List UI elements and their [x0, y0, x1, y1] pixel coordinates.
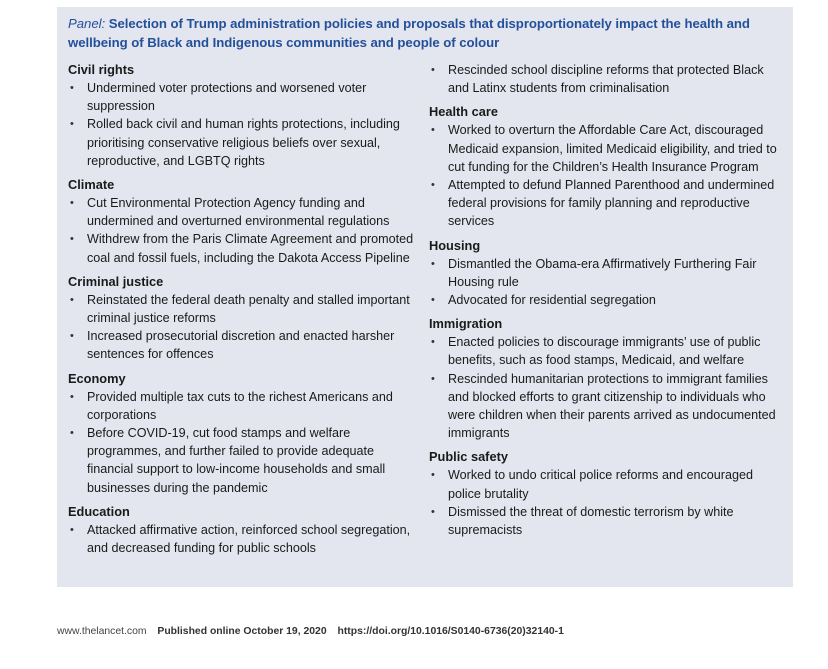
list-item-text: Undermined voter protections and worsened voter suppression: [87, 81, 367, 114]
panel-title-text: Selection of Trump administration policies and proposals that disproportionately impact the health and wellbeing of Black and Indigenous communities and people of colour: [68, 16, 750, 50]
right-column: [429, 61, 781, 563]
bullet-icon: •: [431, 124, 435, 137]
bullet-list: [429, 333, 781, 442]
bullet-list: [68, 388, 416, 497]
panel-title: [68, 14, 781, 52]
list-item: [429, 466, 781, 502]
list-item-text: Before COVID-19, cut food stamps and welfare programmes, and further failed to provide adequate financial support to low-income households and small businesses during the pandemic: [87, 426, 386, 495]
list-item-text: Worked to overturn the Affordable Care Act, discouraged Medicaid expansion, limited Medicaid eligibility, and tried to cut funding for the Children’s Health Insurance Program: [448, 123, 777, 174]
page-footer: [57, 626, 564, 637]
list-item-text: Rescinded humanitarian protections to immigrant families and blocked efforts to grant citizenship to individuals who were children when their parents arrived as undocumented immigrants: [448, 371, 776, 441]
list-item: [68, 115, 416, 170]
list-item: [68, 230, 416, 266]
bullet-icon: •: [431, 372, 435, 385]
bullet-list: [68, 291, 416, 364]
list-item: [68, 194, 416, 230]
list-item: [68, 291, 416, 327]
section-heading: Health care: [429, 104, 498, 120]
list-item: [68, 424, 416, 497]
list-item-text: Provided multiple tax cuts to the richest Americans and corporations: [87, 389, 393, 422]
bullet-icon: •: [70, 118, 74, 131]
list-item: [429, 333, 781, 369]
list-item-text: Worked to undo critical police reforms and encouraged police brutality: [448, 468, 753, 501]
list-item-text: Attacked affirmative action, reinforced school segregation, and decreased funding for public schools: [87, 522, 411, 556]
section-heading: Economy: [68, 370, 126, 386]
bullet-icon: •: [70, 197, 74, 210]
section-heading: Housing: [429, 237, 481, 253]
list-item: [68, 327, 416, 363]
footer-site: www.thelancet.com: [57, 626, 147, 637]
bullet-list: [68, 521, 416, 557]
section-education-continued: [429, 61, 781, 97]
list-item: [68, 521, 416, 557]
bullet-icon: •: [70, 233, 74, 246]
policy-panel: [57, 7, 793, 587]
section-health-care: [429, 103, 781, 230]
bullet-icon: •: [431, 64, 435, 76]
section-heading: Climate: [68, 177, 115, 193]
bullet-icon: •: [431, 179, 435, 192]
bullet-list: [429, 121, 781, 230]
bullet-icon: •: [431, 257, 435, 270]
list-item-text: Rescinded school discipline reforms that protected Black and Latinx students from criminalisation: [448, 63, 764, 96]
section-immigration: [429, 315, 781, 442]
section-economy: [68, 370, 416, 497]
list-item: [429, 291, 781, 309]
bullet-list: [429, 255, 781, 310]
bullet-icon: •: [70, 330, 74, 343]
bullet-icon: •: [431, 505, 435, 518]
list-item-text: Withdrew from the Paris Climate Agreement and promoted coal and fossil fuels, including the Dakota Access Pipeline: [87, 232, 414, 265]
section-criminal-justice: [68, 273, 416, 364]
panel-label: Panel:: [68, 16, 106, 31]
bullet-icon: •: [431, 469, 435, 482]
section-education: [68, 503, 416, 557]
bullet-list: [429, 61, 781, 97]
list-item: [68, 388, 416, 424]
section-public-safety: [429, 448, 781, 539]
bullet-icon: •: [431, 336, 435, 349]
left-column: [68, 61, 416, 563]
list-item-text: Dismissed the threat of domestic terrorism by white supremacists: [448, 504, 734, 538]
list-item: [429, 176, 781, 231]
section-heading: Criminal justice: [68, 273, 164, 289]
list-item-text: Dismantled the Obama-era Affirmatively Furthering Fair Housing rule: [448, 256, 757, 289]
list-item: [429, 255, 781, 291]
list-item: [429, 61, 781, 97]
section-civil-rights: [68, 61, 416, 170]
list-item-text: Rolled back civil and human rights protections, including prioritising conservative religious beliefs over sexual, reproductive, and LGBTQ rights: [87, 117, 400, 168]
section-heading: Education: [68, 503, 130, 519]
list-item-text: Cut Environmental Protection Agency funding and undermined and overturned environmental regulations: [87, 196, 390, 229]
section-housing: [429, 237, 781, 310]
section-heading: Civil rights: [68, 62, 135, 77]
list-item: [68, 79, 416, 115]
bullet-icon: •: [70, 82, 74, 94]
bullet-list: [429, 466, 781, 539]
bullet-icon: •: [70, 390, 74, 403]
bullet-list: [68, 194, 416, 267]
list-item-text: Increased prosecutorial discretion and enacted harsher sentences for offences: [87, 329, 395, 362]
bullet-icon: •: [431, 294, 435, 307]
list-item-text: Advocated for residential segregation: [448, 293, 656, 308]
list-item-text: Attempted to defund Planned Parenthood and undermined federal provisions for family planning and reproductive services: [448, 178, 775, 229]
bullet-icon: •: [70, 293, 74, 306]
section-heading: Immigration: [429, 316, 503, 332]
list-item-text: Enacted policies to discourage immigrants’ use of public benefits, such as food stamps, Medicaid, and welfare: [448, 335, 761, 368]
list-item: [429, 503, 781, 539]
section-heading: Public safety: [429, 449, 508, 465]
section-climate: [68, 176, 416, 267]
list-item: [429, 370, 781, 443]
bullet-icon: •: [70, 523, 74, 536]
list-item-text: Reinstated the federal death penalty and stalled important criminal justice reforms: [87, 292, 410, 326]
panel-columns: [68, 61, 781, 563]
footer-published: Published online October 19, 2020: [157, 626, 327, 637]
footer-doi: https://doi.org/10.1016/S0140-6736(20)32140-1: [337, 626, 564, 637]
bullet-icon: •: [70, 427, 74, 440]
bullet-list: [68, 79, 416, 170]
list-item: [429, 121, 781, 176]
